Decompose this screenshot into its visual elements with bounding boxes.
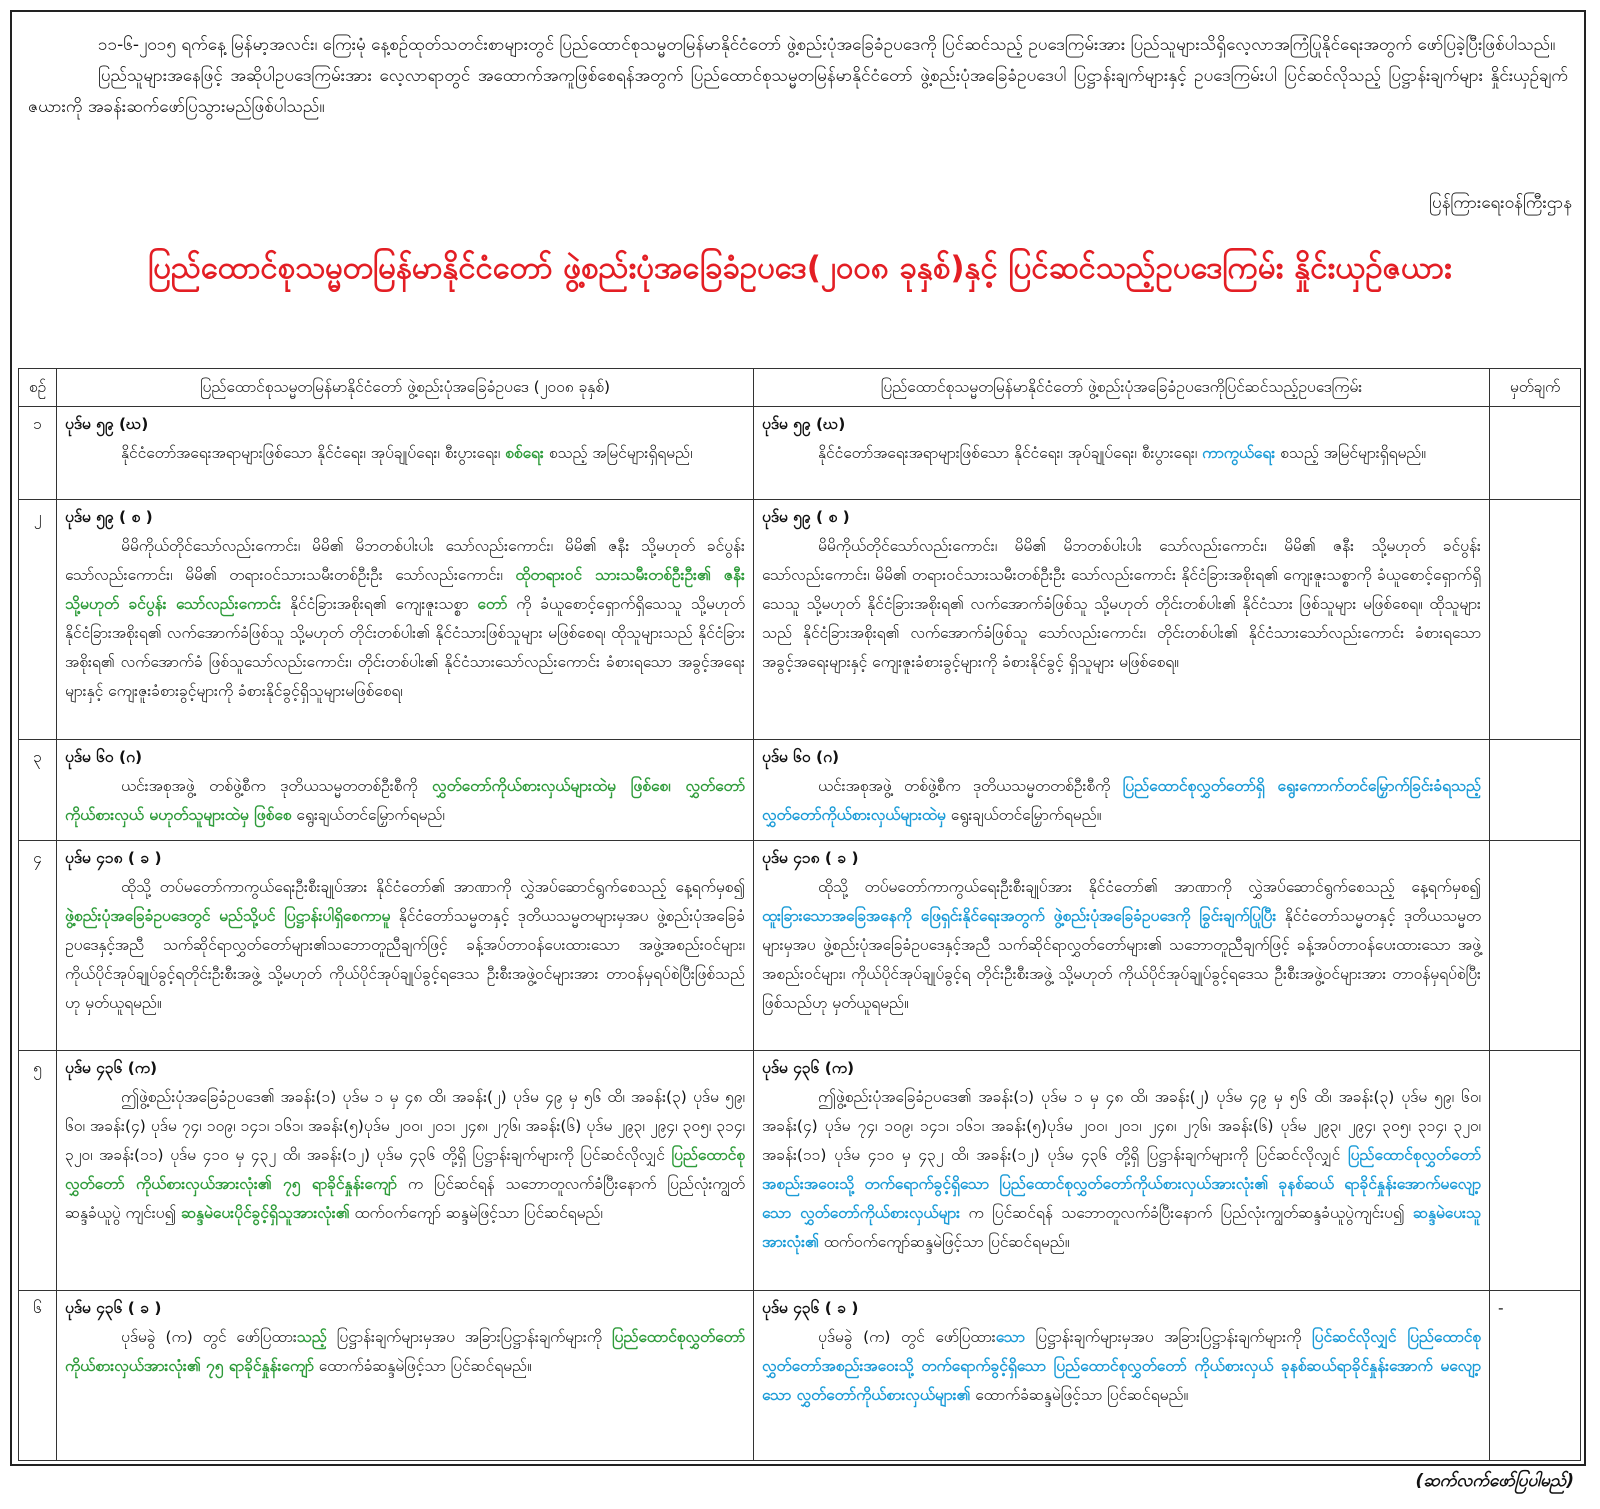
clause-text: နိုင်ငံတော်အရေးအရာများဖြစ်သော နိုင်ငံရေး၊ အုပ်ချုပ်ရေး၊ စီးပွားရေး၊ ကာကွယ်ရေး စသည့် အမြင်များရှိရမည်။ [818,444,1426,462]
constitution-cell [57,407,754,500]
remark-cell [1490,841,1581,1051]
highlight-removed: သည့် [296,1328,327,1346]
clause-text: မိမိကိုယ်တိုင်သော်လည်းကောင်း၊ မိမိ၏ မိဘတစ်ပါးပါး သော်လည်းကောင်း၊ မိမိ၏ ဇနီး သို့မဟုတ် ခင်ပွန်း သော်လည်းကောင်း၊ မိမိ၏ တရားဝင်သားသမီးတစ်ဦးဦး သော်လည်းကောင်း နိုင်ငံခြားအစိုးရ၏ ကျေးဇူးသစ္စာကို ခံယူစောင့်ရှောက်ရှိသေသူ သို့မဟုတ် နိုင်ငံခြားအစိုးရ၏ လက်အောက်ခံဖြစ်သူ သို့မဟုတ် တိုင်းတစ်ပါး၏ နိုင်ငံသား ဖြစ်သူများ မဖြစ်စေရ။ ထိုသူများသည် နိုင်ငံခြားအစိုးရ၏ လက်အောက်ခံဖြစ်သူ သော်လည်းကောင်း၊ တိုင်းတစ်ပါး၏ နိုင်ငံသားသော်လည်းကောင်း ခံစားရသော အခွင့်အရေးများနှင့် ကျေးဇူးခံစားခွင့်များကို ခံစားနိုင်ခွင့် ရှိသူများ မဖြစ်စေရ။ [762,537,1481,671]
continued-note: (ဆက်လက်ဖော်ပြပါမည်) [1415,1471,1574,1491]
intro [28,30,1568,123]
constitution-cell [57,1051,754,1291]
clause-text: မိမိကိုယ်တိုင်သော်လည်းကောင်း၊ မိမိ၏ မိဘတစ်ပါးပါး သော်လည်းကောင်း၊ မိမိ၏ ဇနီး သို့မဟုတ် ခင်ပွန်း သော်လည်းကောင်း၊ မိမိ၏ တရားဝင်သားသမီးတစ်ဦးဦး သော်လည်းကောင်း၊ ထိုတရားဝင် သားသမီးတစ်ဦးဦး၏ ဇနီး သို့မဟုတ် ခင်ပွန်း သော်လည်းကောင်း နိုင်ငံခြားအစိုးရ၏ ကျေးဇူးသစ္စာ တော် ကို ခံယူစောင့်ရှောက်ရှိသေသူ သို့မဟုတ် နိုင်ငံခြားအစိုးရ၏ လက်အောက်ခံဖြစ်သူ သို့မဟုတ် တိုင်းတစ်ပါး၏ နိုင်ငံသားဖြစ်သူများ မဖြစ်စေရ၊ ထိုသူများသည် နိုင်ငံခြားအစိုးရ၏ လက်အောက်ခံ ဖြစ်သူသော်လည်းကောင်း၊ တိုင်းတစ်ပါး၏ နိုင်ငံသားသော်လည်းကောင်း ခံစားရသော အခွင့်အရေးများနှင့် ကျေးဇူးခံစားခွင့်များကို ခံစားနိုင်ခွင့်ရှိသူများမဖြစ်စေရ၊ [65,537,745,700]
section-label: ပုဒ်မ ၅၉ (ဃ) [762,415,846,433]
section-label: ပုဒ်မ ၄၃၆ ( ခ ) [762,1299,859,1317]
clause-text: ပုဒ်မခွဲ (က) တွင် ဖော်ပြထားသည့် ပြဋ္ဌာန်းချက်များမှအပ အခြားပြဋ္ဌာန်းချက်များကို ပြည်ထောင်စုလွှတ်တော်ကိုယ်စားလှယ်အားလုံး၏ ၇၅ ရာခိုင်နှုန်းကျော် ထောက်ခံဆန္ဒမဲဖြင့်သာ ပြင်ဆင်ရမည်။ [65,1328,745,1375]
comparison-table [18,368,1581,1461]
constitution-cell [57,500,754,740]
highlight-removed: တော် [477,595,508,613]
highlight-added: ပြည်ထောင်စုလွှတ်တော်ရှိ ရွေးကောက်တင်မြှောက်ခြင်းခံရသည့် လွှတ်တော်ကိုယ်စားလှယ်များထဲမှ [762,777,1481,824]
signature: ပြန်ကြားရေးဝန်ကြီးဌာန [1429,193,1572,213]
highlight-added: ပြည်ထောင်စုလွှတ်တော်အစည်းအဝေးသို့ တက်ရောက်ခွင့်ရှိသော ပြည်ထောင်စုလွှတ်တော်ကိုယ်စားလှယ်အားလုံး၏ ခုနစ်ဆယ် ရာခိုင်နှုန်းအောက်မလျော့သော လွှတ်တော်ကိုယ်စားလှယ်များ [762,1146,1481,1222]
table-header-row [19,369,1581,407]
section-label: ပုဒ်မ ၄၃၆ (က) [762,1059,855,1077]
section-label: ပုဒ်မ ၅၉ ( စ ) [65,508,153,526]
highlight-removed: ပြည်ထောင်စုလွှတ်တော်ကိုယ်စားလှယ်အားလုံး၏ ၇၅ ရာခိုင်နှုန်းကျော် [65,1328,745,1375]
highlight-added: ကာကွယ်ရေး [1202,444,1276,462]
amendment-cell [754,1051,1490,1291]
section-label: ပုဒ်မ ၅၉ ( စ ) [762,508,850,526]
constitution-cell [57,841,754,1051]
section-label: ပုဒ်မ ၄၃၆ (က) [65,1059,158,1077]
clause-text: ထိုသို့ တပ်မတော်ကာကွယ်ရေးဦးစီးချုပ်အား နိုင်ငံတော်၏ အာဏာကို လွှဲအပ်ဆောင်ရွက်စေသည့် နေ့ရက်မှစ၍ ထူးခြားသောအခြေအနေကို ဖြေရှင်းနိုင်ရေးအတွက် ဖွဲ့စည်းပုံအခြေခံဥပဒေကို ခြွင်းချက်ပြုပြီး နိုင်ငံတော်သမ္မတနှင့် ဒုတိယသမ္မတများမှအပ ဖွဲ့စည်းပုံအခြေခံဥပဒေနှင့်အညီ သက်ဆိုင်ရာလွှတ်တော်များ၏ သဘောတူညီချက်ဖြင့် ခန့်အပ်တာဝန်ပေးထားသော အဖွဲ့အစည်းဝင်များ၊ ကိုယ်ပိုင်အုပ်ချုပ်ခွင့်ရ တိုင်းဦးစီးအဖွဲ့ သို့မဟုတ် ကိုယ်ပိုင်အုပ်ချုပ်ခွင့်ရဒေသ ဦးစီးအဖွဲ့ဝင်များအား တာဝန်မှရပ်စဲပြီးဖြစ်သည်ဟု မှတ်ယူရမည်။ [762,878,1481,1012]
amendment-cell [754,740,1490,841]
highlight-removed: ပြည်ထောင်စုလွှတ်တော် ကိုယ်စားလှယ်အားလုံး၏ ၇၅ ရာခိုင်နှုန်းကျော် [65,1146,745,1193]
row-number: ၆ [19,1291,57,1461]
remark-cell [1490,500,1581,740]
clause-text: ထိုသို့ တပ်မတော်ကာကွယ်ရေးဦးစီးချုပ်အား နိုင်ငံတော်၏ အာဏာကို လွှဲအပ်ဆောင်ရွက်စေသည့် နေ့ရက်မှစ၍ ဖွဲ့စည်းပုံအခြေခံဥပဒေတွင် မည်သို့ပင် ပြဋ္ဌာန်းပါရှိစေကာမူ နိုင်ငံတော်သမ္မတနှင့် ဒုတိယသမ္မတများမှအပ ဖွဲ့စည်းပုံအခြေခံဥပဒေနှင့်အညီ သက်ဆိုင်ရာလွှတ်တော်များ၏သဘောတူညီချက်ဖြင့် ခန့်အပ်တာဝန်ပေးထားသော အဖွဲ့အစည်းဝင်များ၊ ကိုယ်ပိုင်အုပ်ချုပ်ခွင့်ရတိုင်းဦးစီးအဖွဲ့ သို့မဟုတ် ကိုယ်ပိုင်အုပ်ချုပ်ခွင့်ရဒေသ ဦးစီးအဖွဲ့ဝင်များအား တာဝန်မှရပ်စဲပြီးဖြစ်သည်ဟု မှတ်ယူရမည်။ [65,878,745,1012]
table-row [19,740,1581,841]
clause-text: နိုင်ငံတော်အရေးအရာများဖြစ်သော နိုင်ငံရေး၊ အုပ်ချုပ်ရေး၊ စီးပွားရေး၊ စစ်ရေး စသည့် အမြင်များရှိရမည်၊ [121,444,693,462]
remark-cell [1490,1051,1581,1291]
clause-text: ယင်းအစုအဖွဲ့ တစ်ဖွဲ့စီက ဒုတိယသမ္မတတစ်ဦးစီကို ပြည်ထောင်စုလွှတ်တော်ရှိ ရွေးကောက်တင်မြှောက်ခြင်းခံရသည့် လွှတ်တော်ကိုယ်စားလှယ်များထဲမှ ရွေးချယ်တင်မြှောက်ရမည်။ [762,777,1481,824]
table-row [19,500,1581,740]
table-row [19,1051,1581,1291]
row-number: ၅ [19,1051,57,1291]
highlight-removed: လွှတ်တော်ကိုယ်စားလှယ်များထဲမှ ဖြစ်စေ၊ လွှတ်တော်ကိုယ်စားလှယ် မဟုတ်သူများထဲမှ ဖြစ်စေ [65,777,745,824]
intro-paragraph-1: ၁၁-၆-၂၀၁၅ ရက်နေ့ မြန်မာ့အလင်း၊ ကြေးမုံ နေ့စဉ်ထုတ်သတင်းစာများတွင် ပြည်ထောင်စုသမ္မတမြန်မာနိုင်ငံတော် ဖွဲ့စည်းပုံအခြေခံဥပဒေကို ပြင်ဆင်သည့် ဥပဒေကြမ်းအား ပြည်သူများသိရှိလေ့လာအကြံပြုနိုင်ရေးအတွက် ဖော်ပြခဲ့ပြီးဖြစ်ပါသည်။ [98,35,1556,55]
clause-text: ဤဖွဲ့စည်းပုံအခြေခံဥပဒေ၏ အခန်း(၁) ပုဒ်မ ၁ မှ ၄၈ ထိ၊ အခန်း(၂) ပုဒ်မ ၄၉ မှ ၅၆ ထိ၊ အခန်း(၃) ပုဒ်မ ၅၉၊ ၆၀၊ အခန်း(၄) ပုဒ်မ ၇၄၊ ၁၀၉၊ ၁၄၁၊ ၁၆၁၊ အခန်း(၅)ပုဒ်မ ၂၀၀၊ ၂၀၁၊ ၂၄၈၊ ၂၇၆၊ အခန်း(၆) ပုဒ်မ ၂၉၃၊ ၂၉၄၊ ၃၀၅၊ ၃၁၄၊ ၃၂၀၊ အခန်း(၁၁) ပုဒ်မ ၄၁၀ မှ ၄၃၂ ထိ၊ အခန်း(၁၂) ပုဒ်မ ၄၃၆ တို့ရှိ ပြဋ္ဌာန်းချက်များကို ပြင်ဆင်လိုလျှင် ပြည်ထောင်စုလွှတ်တော်အစည်းအဝေးသို့ တက်ရောက်ခွင့်ရှိသော ပြည်ထောင်စုလွှတ်တော်ကိုယ်စားလှယ်အားလုံး၏ ခုနစ်ဆယ် ရာခိုင်နှုန်းအောက်မလျော့သော လွှတ်တော်ကိုယ်စားလှယ်များ က ပြင်ဆင်ရန် သဘောတူလက်ခံပြီးနောက် ပြည်လုံးကျွတ်ဆန္ဒခံယူပွဲကျင်းပ၍ ဆန္ဒမဲပေးသူအားလုံး၏ ထက်ဝက်ကျော်ဆန္ဒမဲဖြင့်သာ ပြင်ဆင်ရမည်။ [762,1088,1481,1251]
clause-text: ဤဖွဲ့စည်းပုံအခြေခံဥပဒေ၏ အခန်း(၁) ပုဒ်မ ၁ မှ ၄၈ ထိ၊ အခန်း(၂) ပုဒ်မ ၄၉ မှ ၅၆ ထိ၊ အခန်း(၃) ပုဒ်မ ၅၉၊ ၆၀၊ အခန်း(၄) ပုဒ်မ ၇၄၊ ၁၀၉၊ ၁၄၁၊ ၁၆၁၊ အခန်း(၅)ပုဒ်မ ၂၀၀၊ ၂၀၁၊ ၂၄၈၊ ၂၇၆၊ အခန်း(၆) ပုဒ်မ ၂၉၃၊ ၂၉၄၊ ၃၀၅၊ ၃၁၄၊ ၃၂၀၊ အခန်း(၁၁) ပုဒ်မ ၄၁၀ မှ ၄၃၂ ထိ၊ အခန်း(၁၂) ပုဒ်မ ၄၃၆ တို့ရှိ ပြဋ္ဌာန်းချက်များကို ပြင်ဆင်လိုလျှင် ပြည်ထောင်စုလွှတ်တော် ကိုယ်စားလှယ်အားလုံး၏ ၇၅ ရာခိုင်နှုန်းကျော် က ပြင်ဆင်ရန် သဘောတူလက်ခံပြီးနောက် ပြည်လုံးကျွတ်ဆန္ဒခံယူပွဲ ကျင်းပ၍ ဆန္ဒမဲပေးပိုင်ခွင့်ရှိသူအားလုံး၏ ထက်ဝက်ကျော် ဆန္ဒမဲဖြင့်သာ ပြင်ဆင်ရမည်၊ [65,1088,745,1222]
remark-cell: - [1490,1291,1581,1461]
row-number: ၂ [19,500,57,740]
highlight-added: ပြင်ဆင်လိုလျှင် ပြည်ထောင်စုလွှတ်တော်အစည်းအဝေးသို့ တက်ရောက်ခွင့်ရှိသော ပြည်ထောင်စုလွှတ်တော် ကိုယ်စားလှယ် ခုနစ်ဆယ်ရာခိုင်နှုန်းအောက် မလျော့သော လွှတ်တော်ကိုယ်စားလှယ်များ၏ [762,1328,1482,1404]
row-number: ၄ [19,841,57,1051]
section-label: ပုဒ်မ ၆၀ (ဂ) [65,748,143,766]
header-remark: မှတ်ချက် [1490,369,1581,407]
constitution-cell [57,1291,754,1461]
clause-text: ပုဒ်မခွဲ (က) တွင် ဖော်ပြထားသော ပြဋ္ဌာန်းချက်များမှအပ အခြားပြဋ္ဌာန်းချက်များကို ပြင်ဆင်လိုလျှင် ပြည်ထောင်စုလွှတ်တော်အစည်းအဝေးသို့ တက်ရောက်ခွင့်ရှိသော ပြည်ထောင်စုလွှတ်တော် ကိုယ်စားလှယ် ခုနစ်ဆယ်ရာခိုင်နှုန်းအောက် မလျော့သော လွှတ်တော်ကိုယ်စားလှယ်များ၏ ထောက်ခံဆန္ဒမဲဖြင့်သာ ပြင်ဆင်ရမည်။ [762,1328,1482,1404]
amendment-cell [754,1291,1490,1461]
table-row [19,407,1581,500]
amendment-cell [754,841,1490,1051]
constitution-cell [57,740,754,841]
highlight-removed: စစ်ရေး [505,444,544,462]
remark-cell [1490,740,1581,841]
header-no: စဉ် [19,369,57,407]
highlight-removed: ဆန္ဒမဲပေးပိုင်ခွင့်ရှိသူအားလုံး၏ [181,1204,350,1222]
header-amendment-bill: ပြည်ထောင်စုသမ္မတမြန်မာနိုင်ငံတော် ဖွဲ့စည်းပုံအခြေခံဥပဒေကိုပြင်ဆင်သည့်ဥပဒေကြမ်း [754,369,1490,407]
highlight-removed: ထိုတရားဝင် သားသမီးတစ်ဦးဦး၏ ဇနီး သို့မဟုတ် ခင်ပွန်း သော်လည်းကောင်း [65,566,745,613]
highlight-added: သော [995,1328,1025,1346]
table-row [19,1291,1581,1461]
table-row [19,841,1581,1051]
row-number: ၁ [19,407,57,500]
highlight-removed: ဖွဲ့စည်းပုံအခြေခံဥပဒေတွင် မည်သို့ပင် ပြဋ္ဌာန်းပါရှိစေကာမူ [65,907,391,925]
amendment-cell [754,407,1490,500]
section-label: ပုဒ်မ ၆၀ (ဂ) [762,748,840,766]
remark-cell [1490,407,1581,500]
intro-paragraph-2: ပြည်သူများအနေဖြင့် အဆိုပါဥပဒေကြမ်းအား လေ့လာရာတွင် အထောက်အကူဖြစ်စေရန်အတွက် ပြည်ထောင်စုသမ္မတမြန်မာနိုင်ငံတော် ဖွဲ့စည်းပုံအခြေခံဥပဒေပါ ပြဋ္ဌာန်းချက်များနှင့် ဥပဒေကြမ်းပါ ပြင်ဆင်လိုသည့် ပြဋ္ဌာန်းချက်များ နှိုင်းယှဉ်ချက်ဇယားကို အခန်းဆက်ဖော်ပြသွားမည်ဖြစ်ပါသည်။ [28,66,1568,117]
clause-text: ယင်းအစုအဖွဲ့ တစ်ဖွဲ့စီက ဒုတိယသမ္မတတစ်ဦးစီကို လွှတ်တော်ကိုယ်စားလှယ်များထဲမှ ဖြစ်စေ၊ လွှတ်တော်ကိုယ်စားလှယ် မဟုတ်သူများထဲမှ ဖြစ်စေ ရွေးချယ်တင်မြှောက်ရမည်၊ [65,777,745,824]
amendment-cell [754,500,1490,740]
section-label: ပုဒ်မ ၄၃၆ ( ခ ) [65,1299,162,1317]
highlight-added: ထူးခြားသောအခြေအနေကို ဖြေရှင်းနိုင်ရေးအတွက် ဖွဲ့စည်းပုံအခြေခံဥပဒေကို ခြွင်းချက်ပြုပြီး [762,907,1277,925]
header-constitution: ပြည်ထောင်စုသမ္မတမြန်မာနိုင်ငံတော် ဖွဲ့စည်းပုံအခြေခံဥပဒေ (၂၀၀၈ ခုနှစ်) [57,369,754,407]
section-label: ပုဒ်မ ၅၉ (ဃ) [65,415,149,433]
section-label: ပုဒ်မ ၄၁၈ ( ခ ) [762,849,859,867]
highlight-added: ဆန္ဒမဲပေးသူအားလုံး၏ [762,1204,1481,1251]
row-number: ၃ [19,740,57,841]
section-label: ပုဒ်မ ၄၁၈ ( ခ ) [65,849,162,867]
headline: ပြည်ထောင်စုသမ္မတမြန်မာနိုင်ငံတော် ဖွဲ့စည်းပုံအခြေခံဥပဒေ(၂၀၀၈ ခုနှစ်)နှင့် ပြင်ဆင်သည့်ဥပဒေကြမ်း နှိုင်းယှဉ်ဇယား [148,250,1452,286]
